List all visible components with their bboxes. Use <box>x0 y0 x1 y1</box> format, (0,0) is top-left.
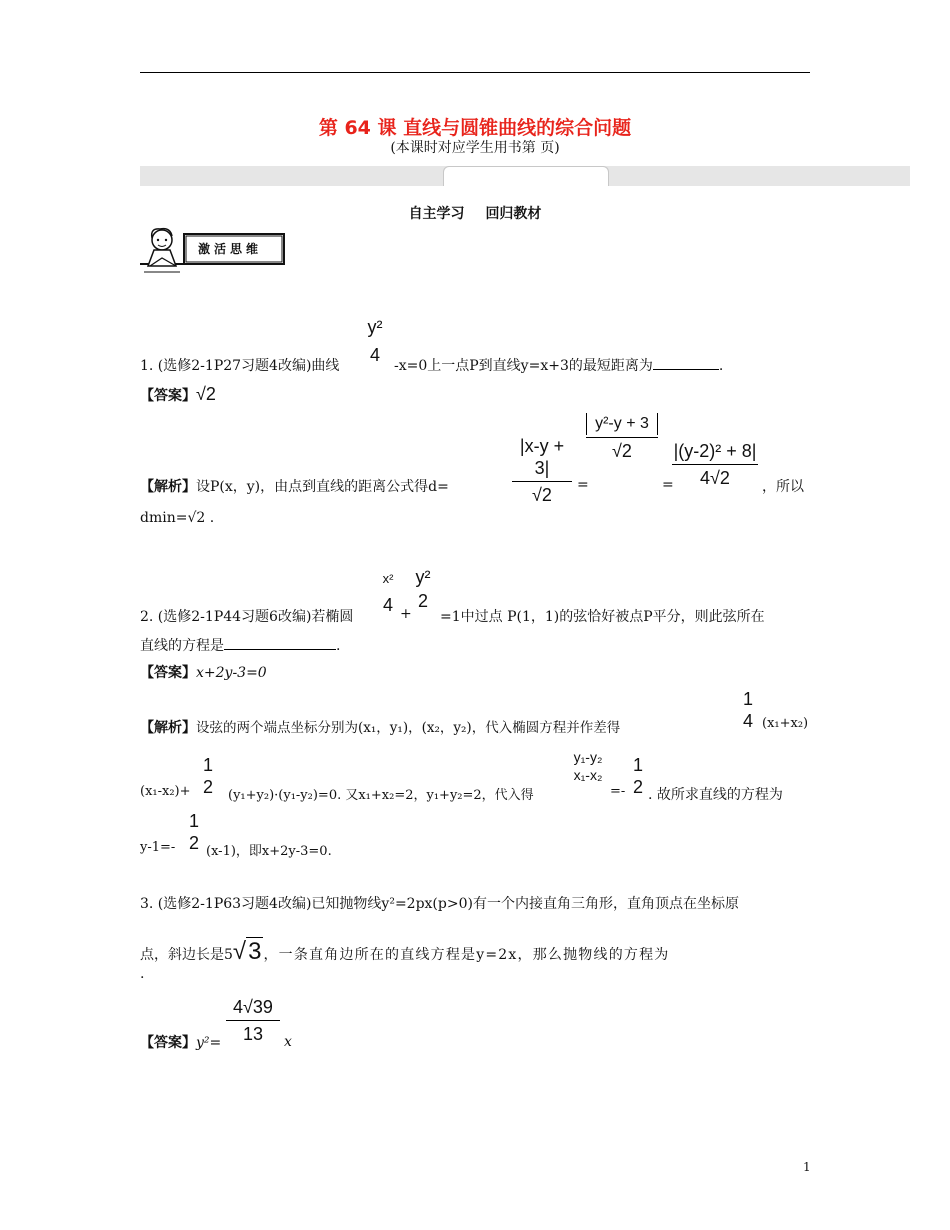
page-number: 1 <box>803 1160 811 1174</box>
q1-f2-num-b: -y + 3 <box>608 415 649 432</box>
q3-ans-bar <box>226 1020 280 1021</box>
q2-half-fraction-3 <box>184 810 204 854</box>
q1-curve-fraction <box>364 316 386 366</box>
logo-label: 激活思维 <box>198 242 263 256</box>
q2-quarter-fraction <box>738 688 758 732</box>
q2-prefix: 2. (选修2-1P44习题6改编)若椭圆 <box>140 609 354 625</box>
section-heading <box>0 203 950 223</box>
q2-answer <box>140 662 267 682</box>
q3-line2b: ，一条直角边所在的直线方程是y=2x，那么抛物线的方程为 <box>263 947 670 963</box>
q1-answer-label: 【答案】 <box>140 388 196 404</box>
q1-f1-den: √2 <box>532 485 552 505</box>
q2-line4a: y-1=- <box>140 840 176 855</box>
q1-dmin: dmin=√2 . <box>140 510 215 526</box>
q3-line3: . <box>140 966 145 982</box>
q1-distance-fraction-3 <box>672 440 758 489</box>
q3-line1: 3. (选修2-1P63习题4改编)已知抛物线y²=2px(p>0)有一个内接直角三角形，直角顶点在坐标原 <box>140 896 739 912</box>
q2-half-den-3: 2 <box>188 833 199 853</box>
q1-frac-num: y² <box>367 317 383 337</box>
q2-fa-den: 4 <box>382 595 393 615</box>
q3-ans-den: 13 <box>242 1024 264 1044</box>
q2-analysis-label: 【解析】 <box>140 720 196 736</box>
q2-half-num-1: 1 <box>202 755 213 775</box>
q2-ellipse-fraction-b <box>410 566 436 612</box>
lesson-title: 第 64 课 直线与圆锥曲线的综合问题 <box>318 117 632 139</box>
section-heading-a: 自主学习 <box>408 206 465 222</box>
activate-thinking-logo <box>140 226 286 274</box>
q2-half-den-2: 2 <box>632 777 643 797</box>
q2-slope-fraction <box>566 748 610 784</box>
q1-stem <box>394 355 723 375</box>
q2-plus: + <box>400 606 412 622</box>
q2-answer-blank <box>224 649 336 650</box>
q2-end: . <box>336 638 341 654</box>
q1-analysis <box>140 476 449 496</box>
q1-tail: ，所以 <box>762 479 804 495</box>
top-rule <box>140 72 810 73</box>
q3-answer-prefix: y²= <box>196 1035 222 1051</box>
q2-tail1: (x₁+x₂) <box>762 716 809 731</box>
q1-f1-num: |x-y + 3| <box>519 436 565 478</box>
q1-f1-bar <box>512 481 572 482</box>
q3-root-three: √3 <box>232 938 262 965</box>
q2-slope-num: y₁-y₂ <box>573 749 603 765</box>
header-band-tab <box>443 166 609 186</box>
q3-ans-num: 4√39 <box>233 997 273 1017</box>
q1-analysis-label: 【解析】 <box>140 479 196 495</box>
q1-answer-blank <box>653 369 719 370</box>
q1-distance-fraction-2 <box>586 413 658 462</box>
q2-half-fraction-1 <box>198 754 218 798</box>
q1-f2-num-a: y² <box>595 415 609 432</box>
lesson-subtitle: (本课时对应学生用书第 页) <box>390 140 560 156</box>
q1-prefix: 1. (选修2-1P27习题4改编)曲线 <box>140 358 340 374</box>
q1-f2-bar <box>586 437 658 438</box>
q1-answer <box>140 384 216 405</box>
q1-answer-value: √2 <box>196 384 216 404</box>
q2-middle: =1中过点 P(1，1)的弦恰好被点P平分，则此弦所在 <box>440 609 765 625</box>
q3-answer-label: 【答案】 <box>140 1035 196 1051</box>
q3-line2 <box>140 938 670 966</box>
q3-answer-suffix: x <box>284 1034 292 1050</box>
q2-half-num-2: 1 <box>632 755 643 775</box>
q1-distance-fraction-1 <box>512 435 572 506</box>
q2-slope-den: x₁-x₂ <box>573 767 603 783</box>
section-heading-b: 回归教材 <box>485 206 542 222</box>
q1-eq-1: = <box>577 477 589 493</box>
q3-answer-fraction <box>226 996 280 1045</box>
q2-fb-den: 2 <box>417 591 428 611</box>
q2-answer-value: x+2y-3=0 <box>196 665 267 681</box>
q2-quarter-num: 1 <box>742 689 753 709</box>
q2-analysis-text: 设弦的两个端点坐标分别为(x₁，y₁)，(x₂，y₂)，代入椭圆方程并作差得 <box>196 720 621 736</box>
q2-line3b: (y₁+y₂)·(y₁-y₂)=0. 又x₁+x₂=2，y₁+y₂=2，代入得 <box>228 788 534 803</box>
q1-f2-den: √2 <box>612 441 632 461</box>
q1-f3-bar <box>672 464 758 465</box>
q2-line3c: =- <box>610 784 626 799</box>
q2-line2-text: 直线的方程是 <box>140 638 224 654</box>
q2-half-num-3: 1 <box>188 811 199 831</box>
q2-answer-label: 【答案】 <box>140 665 196 681</box>
q2-ellipse-fraction-a <box>378 568 398 616</box>
q1-f3-den: 4√2 <box>700 468 730 488</box>
q1-f3-num: |(y-2)² + 8| <box>673 441 757 461</box>
q2-half-fraction-2 <box>628 754 648 798</box>
q3-line2a: 点，斜边长是5 <box>140 947 233 963</box>
q3-root3-value: 3 <box>248 938 262 965</box>
q2-line3a: (x₁-x₂)+ <box>140 784 191 799</box>
q1-middle: -x=0上一点P到直线y=x+3的最短距离为 <box>394 358 653 374</box>
q2-quarter-den: 4 <box>742 711 753 731</box>
q3-answer <box>140 1032 221 1052</box>
q2-line4b: (x-1)，即x+2y-3=0. <box>206 844 332 859</box>
q2-analysis <box>140 716 620 737</box>
q1-frac-den: 4 <box>369 345 380 365</box>
q2-fa-num: x² <box>382 571 394 586</box>
q2-line2 <box>140 635 340 655</box>
q1-eq-2: = <box>662 477 674 493</box>
q2-half-den-1: 2 <box>202 777 213 797</box>
q2-fb-num: y² <box>415 567 431 587</box>
q2-line3d: . 故所求直线的方程为 <box>648 787 783 803</box>
q1-f2-num <box>586 413 658 435</box>
q1-end: . <box>718 358 724 374</box>
q1-analysis-text: 设P(x，y)，由点到直线的距离公式得d= <box>196 479 449 495</box>
